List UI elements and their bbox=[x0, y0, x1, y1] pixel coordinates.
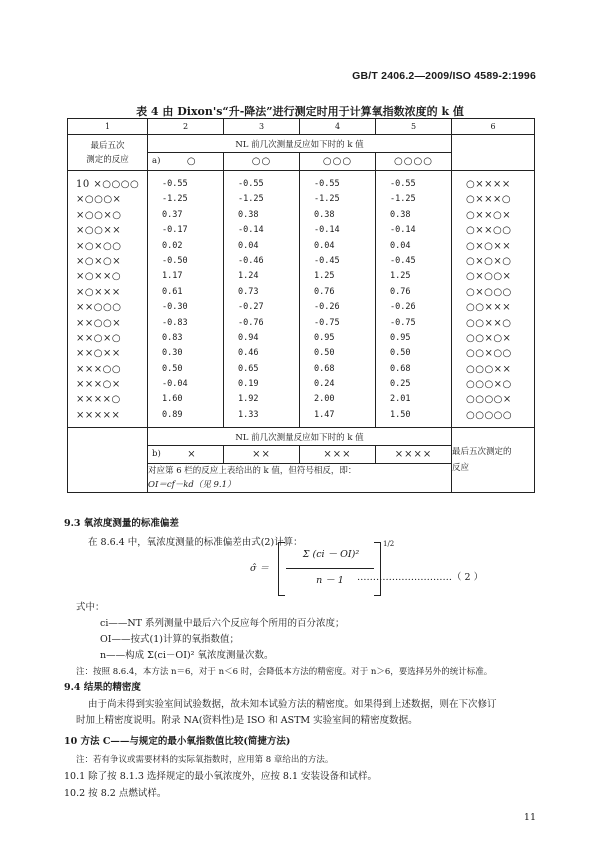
table-cell: ○×○×○ bbox=[466, 255, 512, 267]
last-five-side-label: 最后五次测定的 反应 bbox=[452, 428, 535, 493]
table-cell: -0.75 bbox=[390, 317, 416, 328]
table-cell: 1.92 bbox=[238, 394, 259, 405]
a-symbol-4: ○○○○ bbox=[376, 153, 452, 171]
table-cell: ××○○○ bbox=[76, 302, 122, 314]
where-label: 式中： bbox=[76, 602, 105, 613]
table-cell: 0.76 bbox=[390, 286, 411, 297]
table-cell: -1.25 bbox=[314, 194, 340, 205]
table-cell: 0.46 bbox=[238, 348, 259, 359]
table-cell: 1.25 bbox=[390, 271, 411, 282]
table-cell: 1.47 bbox=[314, 409, 335, 420]
table-cell: -0.55 bbox=[162, 179, 188, 189]
table-cell: 0.94 bbox=[238, 332, 259, 343]
table-cell: -0.14 bbox=[314, 225, 340, 236]
table-cell: 0.38 bbox=[390, 209, 411, 220]
clause-10-2: 10.2 按 8.2 点燃试样。 bbox=[64, 788, 167, 799]
table-cell: -0.26 bbox=[314, 302, 340, 313]
table-cell: 10 ×○○○○ bbox=[76, 179, 140, 190]
section-9-3-intro: 在 8.6.4 中，氧浓度测量的标准偏差由式(2)计算： bbox=[88, 537, 303, 548]
k-values-body bbox=[68, 171, 535, 428]
table-cell: ×○○×× bbox=[76, 225, 122, 237]
table-note: 对应第 6 栏的反应上表给出的 k 值，但符号相反，即： OI＝cf－kd（见 9.1） bbox=[148, 464, 452, 493]
formula-exponent: 1/2 bbox=[383, 540, 395, 548]
table-cell: -0.14 bbox=[238, 225, 264, 236]
table-cell: ○×○○○ bbox=[466, 286, 512, 298]
table-cell: ××○×× bbox=[76, 348, 121, 360]
table-cell: ××○×○ bbox=[76, 332, 122, 344]
table-cell: ○○○×× bbox=[466, 363, 512, 375]
table-cell: ×○×○○ bbox=[76, 240, 122, 252]
definition-ci: ci——NT 系列测量中最后六个反应每个所用的百分浓度； bbox=[100, 618, 345, 629]
table-cell: 1.25 bbox=[314, 271, 335, 282]
section-10-note: 注：若有争议或需要材料的实际氧指数时，应用第 8 章给出的方法。 bbox=[76, 755, 334, 765]
table-cell: ×××○○ bbox=[76, 363, 122, 375]
table-caption: 表 4 由 Dixon's“升-降法”进行测定时用于计算氧指数浓度的 k 值 bbox=[136, 105, 464, 118]
table-cell: 0.37 bbox=[162, 209, 183, 220]
table-cell: ××○○× bbox=[76, 317, 122, 329]
formula-denominator: n － 1 bbox=[316, 575, 344, 586]
table-cell: 1.33 bbox=[238, 409, 259, 420]
table-cell: -0.26 bbox=[390, 302, 416, 313]
table-cell: 0.24 bbox=[314, 379, 335, 390]
b-symbol-3: ××× bbox=[300, 446, 376, 464]
table-cell: 0.38 bbox=[314, 209, 335, 220]
table-cell: 2.01 bbox=[390, 394, 411, 405]
table-cell: ○×××○ bbox=[466, 194, 512, 206]
table-cell: -0.50 bbox=[162, 255, 188, 266]
k-values-col2 bbox=[148, 171, 223, 427]
table-cell: 0.83 bbox=[162, 332, 183, 343]
b-symbol-2: ×× bbox=[224, 446, 300, 464]
table-cell: ××××○ bbox=[76, 394, 121, 406]
table-cell: 1.17 bbox=[162, 271, 183, 282]
table-cell: 0.50 bbox=[162, 363, 183, 374]
n-header-b: NL 前几次测量反应如下时的 k 值 bbox=[148, 428, 452, 446]
table-cell: ××××× bbox=[76, 409, 121, 421]
table-cell: ○○○○○ bbox=[466, 409, 513, 421]
table-cell: -0.45 bbox=[390, 255, 416, 266]
k-values-col4 bbox=[300, 171, 375, 427]
table-cell: 0.04 bbox=[390, 240, 411, 251]
k-values-col5 bbox=[376, 171, 451, 427]
table-cell: ×○××× bbox=[76, 286, 121, 298]
col-number-5: 5 bbox=[376, 119, 452, 135]
section-9-4-heading: 9.4 结果的精密度 bbox=[64, 682, 141, 693]
table-cell: ×○○×○ bbox=[76, 209, 122, 221]
table-cell: -0.14 bbox=[390, 225, 416, 236]
table-cell: -0.83 bbox=[162, 317, 188, 328]
table-cell: ○○○○× bbox=[466, 394, 512, 406]
table-cell: -0.30 bbox=[162, 302, 188, 313]
left-bracket bbox=[278, 542, 285, 596]
table-cell: 1.24 bbox=[238, 271, 259, 282]
col-number-6: 6 bbox=[452, 119, 535, 135]
table-cell: ○○××× bbox=[466, 302, 512, 314]
table-cell: ×○○○× bbox=[76, 194, 122, 206]
table-cell: 0.73 bbox=[238, 286, 259, 297]
formula-numerator: Σ (ci － OI)² bbox=[302, 549, 360, 560]
standard-header: GB/T 2406.2—2009/ISO 4589-2:1996 bbox=[352, 70, 536, 82]
table-cell: -1.25 bbox=[238, 194, 264, 205]
table-cell: -0.27 bbox=[238, 302, 264, 313]
table-cell: 0.61 bbox=[162, 286, 183, 297]
blank-cell-bottom bbox=[68, 428, 148, 493]
table-cell: 0.50 bbox=[314, 348, 335, 359]
a-symbol-1: a) ○ bbox=[148, 153, 224, 171]
col-number-1: 1 bbox=[68, 119, 148, 135]
section-9-3-note: 注：按照 8.6.4，本方法 n＝6，对于 n＜6 时，会降低本方法的精密度。对于 n＞6，要选择另外的统计标准。 bbox=[76, 667, 493, 677]
table-cell: ×××○× bbox=[76, 379, 121, 391]
table-cell: ○×××× bbox=[466, 179, 511, 190]
column-number-row bbox=[68, 119, 535, 135]
table-cell: -0.55 bbox=[238, 179, 264, 189]
table-cell: -0.75 bbox=[314, 317, 340, 328]
table-cell: -1.25 bbox=[162, 194, 188, 205]
table-cell: ×○××○ bbox=[76, 271, 122, 283]
table-cell: 0.38 bbox=[238, 209, 259, 220]
table-cell: 0.68 bbox=[314, 363, 335, 374]
k-value-table bbox=[67, 118, 535, 493]
std-dev-formula: σ̂ ＝ Σ (ci － OI)² n － 1 1/2 bbox=[250, 542, 360, 597]
a-symbol-3: ○○○ bbox=[300, 153, 376, 171]
table-cell: 0.02 bbox=[162, 240, 183, 251]
table-cell: -0.46 bbox=[238, 255, 264, 266]
table-cell: -0.04 bbox=[162, 379, 188, 390]
formula-tag: …………………………（ 2 ） bbox=[357, 572, 484, 583]
n-header-a: NL 前几次测量反应如下时的 k 值 bbox=[148, 135, 452, 153]
table-cell: -0.55 bbox=[314, 179, 340, 189]
table-cell: -0.45 bbox=[314, 255, 340, 266]
table-cell: ○○×○○ bbox=[466, 348, 512, 360]
table-cell: 2.00 bbox=[314, 394, 335, 405]
table-cell: 0.89 bbox=[162, 409, 183, 420]
section-9-3-heading: 9.3 氧浓度测量的标准偏差 bbox=[64, 518, 179, 529]
table-cell: 0.19 bbox=[238, 379, 259, 390]
col-number-2: 2 bbox=[148, 119, 224, 135]
table-cell: ○○○×○ bbox=[466, 379, 512, 391]
section-9-4-para1: 由于尚未得到实验室间试验数据，故未知本试验方法的精密度。如果得到上述数据，则在下次修订 bbox=[88, 699, 497, 710]
col-number-3: 3 bbox=[224, 119, 300, 135]
table-cell: ○××○○ bbox=[466, 225, 512, 237]
table-cell: -1.25 bbox=[390, 194, 416, 205]
table-cell: 1.60 bbox=[162, 394, 183, 405]
table-cell: ○○××○ bbox=[466, 317, 512, 329]
definition-n: n——构成 Σ(ci－OI)² 氧浓度测量次数。 bbox=[100, 650, 274, 661]
definition-oi: OI——按式(1)计算的氧指数值； bbox=[100, 634, 239, 645]
table-cell: ○××○× bbox=[466, 209, 512, 221]
col-number-4: 4 bbox=[300, 119, 376, 135]
response-sequence-list bbox=[68, 171, 147, 427]
table-cell: ×○×○× bbox=[76, 255, 122, 267]
table-cell: 0.30 bbox=[162, 348, 183, 359]
table-cell: ○○×○× bbox=[466, 332, 512, 344]
table-cell: -0.17 bbox=[162, 225, 188, 236]
section-9-4-para2: 时加上精密度说明。附录 NA(资料性)是 ISO 和 ASTM 实验室间的精密度数据。 bbox=[76, 715, 418, 726]
table-cell: 0.25 bbox=[390, 379, 411, 390]
page-number: 11 bbox=[523, 812, 536, 823]
table-cell: 0.50 bbox=[390, 348, 411, 359]
table-cell: 0.65 bbox=[238, 363, 259, 374]
table-cell: ○×○○× bbox=[466, 271, 512, 283]
table-cell: 1.50 bbox=[390, 409, 411, 420]
k-values-col3 bbox=[224, 171, 299, 427]
section-10-heading: 10 方法 C——与规定的最小氧指数值比较(简捷方法) bbox=[64, 736, 291, 747]
table-cell: 0.95 bbox=[314, 332, 335, 343]
b-symbol-1: b) × bbox=[148, 446, 224, 464]
last-five-label: 最后五次 测定的反应 bbox=[68, 135, 148, 171]
blank-cell bbox=[452, 135, 535, 171]
a-symbol-2: ○○ bbox=[224, 153, 300, 171]
table-cell: ○×○×× bbox=[466, 240, 512, 252]
table-cell: 0.76 bbox=[314, 286, 335, 297]
table-cell: 0.68 bbox=[390, 363, 411, 374]
table-cell: -0.76 bbox=[238, 317, 264, 328]
table-cell: -0.55 bbox=[390, 179, 416, 189]
b-symbol-4: ×××× bbox=[376, 446, 452, 464]
table-cell: 0.04 bbox=[314, 240, 335, 251]
table-cell: 0.04 bbox=[238, 240, 259, 251]
clause-10-1: 10.1 除了按 8.1.3 选择规定的最小氧浓度外，应按 8.1 安装设备和试样。 bbox=[64, 771, 378, 782]
response-sequence-list-col6 bbox=[452, 171, 534, 427]
table-cell: 0.95 bbox=[390, 332, 411, 343]
